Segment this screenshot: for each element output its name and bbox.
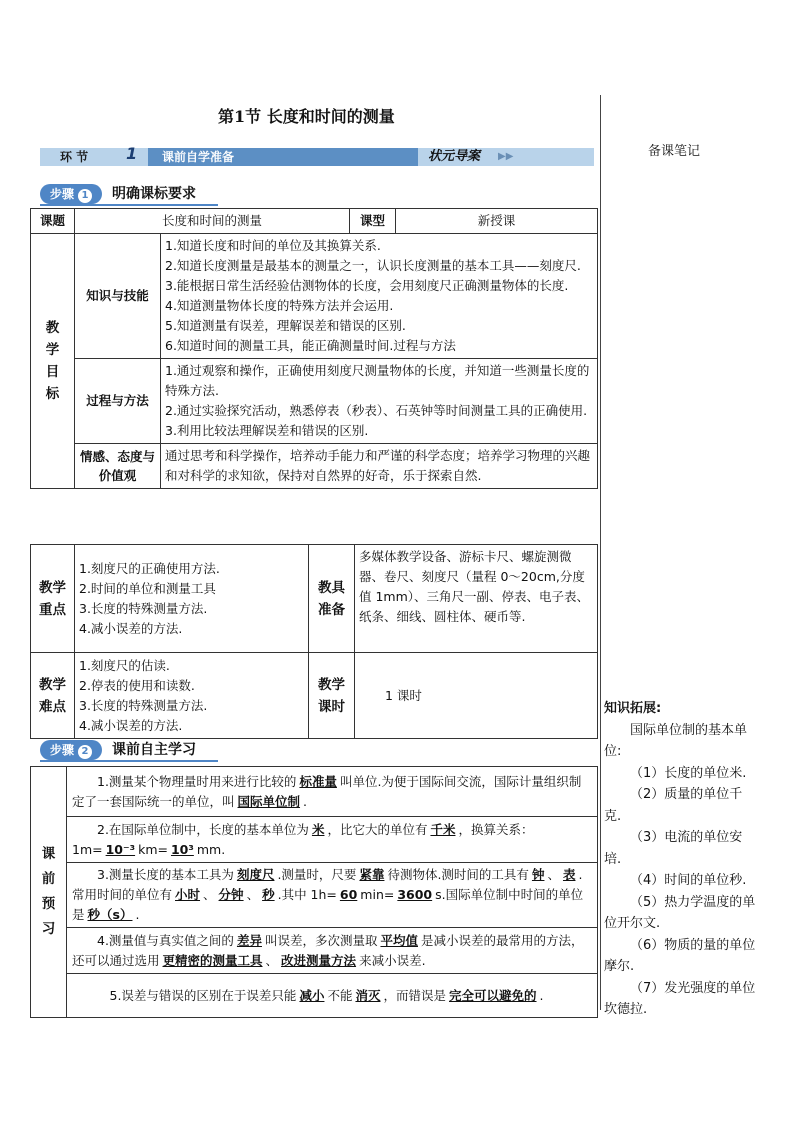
topic-value: 长度和时间的测量 <box>75 209 350 234</box>
difficult-header <box>31 653 75 739</box>
type-header: 课型 <box>350 209 396 234</box>
key-point: 2.时间的单位和测量工具 <box>79 580 216 596</box>
sidebar-intro: 国际单位制的基本单位: <box>604 722 748 759</box>
q-text: 来减小误差. <box>359 952 426 968</box>
q-text: 2.在国际单位制中，长度的基本单位为 <box>97 821 309 837</box>
step2-label: 课前自主学习 <box>112 742 196 758</box>
answer-blank: 标准量 <box>299 773 337 789</box>
key-header <box>31 545 75 653</box>
tools-value: 多媒体教学设备、游标卡尺、螺旋测微器、卷尺、刻度尺（量程 0～20cm,分度值 1mm）、三角尺一副、停表、电子表、纸条、细线、圆柱体、硬币等. <box>355 545 598 653</box>
step2-header <box>40 740 240 760</box>
preview-header <box>31 767 67 1018</box>
banner-number: 1 <box>126 144 138 163</box>
key-header-text: 教学重点 <box>39 579 66 618</box>
goal-item: 5.知道测量有误差，理解误差和错误的区别. <box>165 318 406 333</box>
preview-q3 <box>67 863 598 928</box>
q-text: .其中 1h= <box>277 887 337 902</box>
q-text: .测量时，尺要 <box>277 867 357 882</box>
goal-name-knowledge: 知识与技能 <box>75 234 161 359</box>
banner-brand: 状元导案 <box>428 149 481 164</box>
answer-blank: 减小 <box>299 987 325 1003</box>
q-text: ，比它大的单位有 <box>327 821 428 837</box>
hours-header-text: 教学课时 <box>318 676 345 715</box>
preview-q5 <box>67 974 598 1018</box>
step1-pill-text: 步骤 <box>50 187 75 201</box>
hours-header <box>309 653 355 739</box>
answer-blank: 国际单位制 <box>237 793 301 809</box>
sidebar-item: （5）热力学温度的单位开尔文. <box>604 894 756 931</box>
preview-table <box>30 766 598 1018</box>
q-text: 4.测量值与真实值之间的 <box>97 932 234 948</box>
step2-number-icon: 2 <box>78 745 92 759</box>
type-value: 新授课 <box>396 209 598 234</box>
q-text: 不能 <box>327 987 353 1003</box>
q-text: 叫单位.为便于国际间交流，国际计量组织制定了一套国际统一的单位，叫 <box>72 773 582 809</box>
answer-blank: 分钟 <box>218 887 244 902</box>
step2-pill <box>40 740 102 760</box>
double-arrow-icon: ▶▶ <box>498 151 514 162</box>
goal-name-attitude: 情感、态度与价值观 <box>75 444 161 489</box>
preview-q2 <box>67 817 598 863</box>
difficult-point: 2.停表的使用和读数. <box>79 677 195 693</box>
page-title: 第1节 长度和时间的测量 <box>218 107 395 126</box>
q-text: . <box>135 907 140 922</box>
answer-blank: 消灭 <box>355 987 381 1003</box>
q-text: 、 <box>547 867 560 882</box>
q-text: 、 <box>246 887 260 902</box>
answer-blank: 平均值 <box>380 932 418 948</box>
lesson-info-table <box>30 208 598 489</box>
difficult-points <box>75 653 309 739</box>
difficult-point: 3.长度的特殊测量方法. <box>79 697 208 713</box>
column-divider <box>600 95 601 1010</box>
answer-blank: 刻度尺 <box>236 867 275 882</box>
goal-item: 1.知道长度和时间的单位及其换算关系. <box>165 238 381 253</box>
sidebar-item: （7）发光强度的单位坎德拉. <box>604 980 756 1017</box>
answer-blank: 千米 <box>430 821 456 837</box>
answer-blank: 3600 <box>397 887 433 902</box>
answer-blank: 紧靠 <box>359 867 385 882</box>
q-text: 是减小误差的最常用的方法，还可以通过选用 <box>72 932 584 968</box>
goal-item: 6.知道时间的测量工具，能正确测量时间.过程与方法 <box>165 338 456 353</box>
answer-blank: 60 <box>339 887 358 902</box>
sidebar-item: （4）时间的单位秒. <box>630 873 747 888</box>
answer-blank: 差异 <box>236 932 262 948</box>
goal-name-process: 过程与方法 <box>75 359 161 444</box>
q-text: 叫误差，多次测量取 <box>264 932 378 948</box>
goal-item: 3.利用比较法理解误差和错误的区别. <box>165 423 369 438</box>
goal-items-process <box>161 359 598 444</box>
key-point: 1.刻度尺的正确使用方法. <box>79 560 220 576</box>
q-text: . <box>303 793 308 809</box>
q-text: 5.误差与错误的区别在于误差只能 <box>109 987 297 1003</box>
q-text: km= <box>138 841 168 857</box>
q-text: 1.测量某个物理量时用来进行比较的 <box>97 773 297 789</box>
answer-blank: 表 <box>562 867 576 882</box>
answer-blank: 10⁻³ <box>105 841 136 857</box>
goal-item: 2.知道长度测量是最基本的测量之一，认识长度测量的基本工具——刻度尺. <box>165 258 581 273</box>
q-text: ，而错误是 <box>383 987 446 1003</box>
goals-header-text: 教学目标 <box>45 320 60 402</box>
answer-blank: 钟 <box>531 867 545 882</box>
step2-underline <box>40 760 218 762</box>
q-text: 、 <box>203 887 216 902</box>
answer-blank: 秒 <box>262 887 275 902</box>
q-text: .常用时间的单位有 <box>72 867 583 902</box>
preview-q1 <box>67 767 598 817</box>
step2-pill-text: 步骤 <box>50 743 75 757</box>
q-text: min= <box>360 887 395 902</box>
goal-item: 4.知道测量物体长度的特殊方法并会运用. <box>165 298 394 313</box>
goal-item: 2.通过实验探究活动，熟悉停表（秒表）、石英钟等时间测量工具的正确使用. <box>165 403 588 418</box>
q-text: ，换算关系：1m= <box>72 821 534 857</box>
goal-items-attitude <box>161 444 598 489</box>
sidebar-title: 知识拓展: <box>604 701 662 716</box>
sidebar-item: （2）质量的单位千克. <box>604 787 743 824</box>
preview-q4 <box>67 928 598 974</box>
notes-header: 备课笔记 <box>648 144 701 159</box>
q-text: . <box>539 987 544 1003</box>
q-text: 3.测量长度的基本工具为 <box>97 867 234 882</box>
banner-title: 课前自学准备 <box>148 148 418 166</box>
q-text: 、 <box>265 952 279 968</box>
step1-number-icon: 1 <box>78 189 92 203</box>
sidebar-item: （6）物质的量的单位摩尔. <box>604 937 756 974</box>
key-points-table <box>30 544 598 739</box>
q-text: s.国际单位制中时间的单位是 <box>72 887 584 922</box>
q-text: mm. <box>196 841 226 857</box>
step1-header <box>40 184 240 204</box>
difficult-header-text: 教学难点 <box>39 676 66 715</box>
goal-item: 1.通过观察和操作，正确使用刻度尺测量物体的长度，并知道一些测量长度的特殊方法. <box>165 363 590 398</box>
answer-blank: 10³ <box>170 841 194 857</box>
hours-value: 1 课时 <box>355 653 598 739</box>
preview-header-text: 课前预习 <box>41 846 56 937</box>
difficult-point: 4.减小误差的方法. <box>79 717 183 733</box>
step1-label: 明确课标要求 <box>112 186 196 202</box>
knowledge-sidebar <box>604 698 758 1021</box>
answer-blank: 米 <box>311 821 325 837</box>
answer-blank: 改进测量方法 <box>281 952 357 968</box>
key-point: 4.减小误差的方法. <box>79 620 183 636</box>
tools-header-text: 教具准备 <box>318 579 345 618</box>
goals-header <box>31 234 75 489</box>
q-text: 待测物体.测时间的工具有 <box>387 867 529 882</box>
tools-header <box>309 545 355 653</box>
topic-header: 课题 <box>31 209 75 234</box>
difficult-point: 1.刻度尺的估读. <box>79 657 170 673</box>
key-points <box>75 545 309 653</box>
sidebar-item: （3）电流的单位安培. <box>604 830 743 867</box>
step1-pill <box>40 184 102 204</box>
answer-blank: 小时 <box>175 887 201 902</box>
goal-item: 通过思考和科学操作，培养动手能力和严谨的科学态度；培养学习物理的兴趣和对科学的求知欲，保持对自然界的好奇，乐于探索自然. <box>165 448 591 483</box>
goal-items-knowledge <box>161 234 598 359</box>
goal-item: 3.能根据日常生活经验估测物体的长度，会用刻度尺正确测量物体的长度. <box>165 278 569 293</box>
answer-blank: 秒（s） <box>87 907 133 922</box>
key-point: 3.长度的特殊测量方法. <box>79 600 208 616</box>
sidebar-item: （1）长度的单位米. <box>630 765 747 781</box>
section-banner <box>40 144 594 166</box>
step1-underline <box>40 204 218 206</box>
banner-prefix: 环 节 <box>60 150 89 164</box>
answer-blank: 更精密的测量工具 <box>162 952 263 968</box>
answer-blank: 完全可以避免的 <box>449 987 537 1003</box>
